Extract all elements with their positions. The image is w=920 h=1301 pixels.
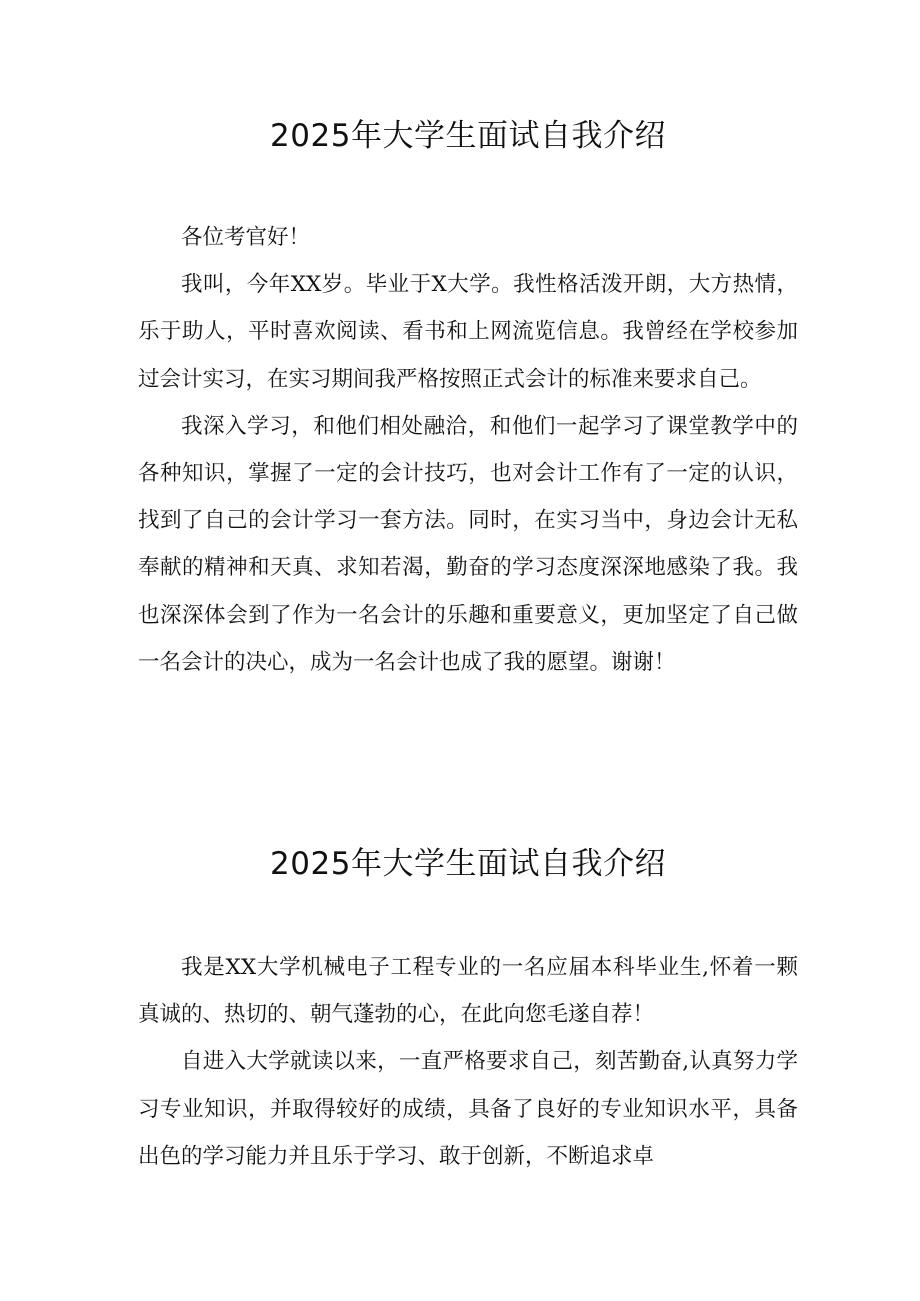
section-2 [138, 840, 798, 1180]
section-title: 2025年大学生面试自我介绍 [270, 846, 666, 882]
paragraph-introduction: 我是XX大学机械电子工程专业的一名应届本科毕业生,怀着一颗真诚的、热切的、朝气蓬勃的心，在此向您毛遂自荐！ [138, 955, 798, 1028]
paragraph-internship: 我深入学习，和他们相处融洽，和他们一起学习了课堂教学中的各种知识，掌握了一定的会计技巧，也对会计工作有了一定的认识，找到了自己的会计学习一套方法。同时，在实习当中，身边会计无私奉献的精神和天真、求知若渴，勤奋的学习态度深深地感染了我。我也深深体会到了作为一名会计的乐趣和重要意义，更加坚定了自己做一名会计的决心，成为一名会计也成了我的愿望。谢谢！ [138, 413, 798, 675]
section-title: 2025年大学生面试自我介绍 [270, 118, 666, 154]
paragraph-background: 我叫，今年XX岁。毕业于X大学。我性格活泼开朗，大方热情，乐于助人，平时喜欢阅读、看书和上网流览信息。我曾经在学校参加过会计实习，在实习期间我严格按照正式会计的标准来要求自己。 [138, 272, 798, 392]
paragraph-study: 自进入大学就读以来，一直严格要求自己，刻苦勤奋,认真努力学习专业知识，并取得较好的成绩，具备了良好的专业知识水平，具备出色的学习能力并且乐于学习、敢于创新，不断追求卓 [138, 1049, 798, 1169]
section-1 [138, 112, 798, 686]
paragraph-greeting: 各位考官好！ [181, 225, 311, 250]
